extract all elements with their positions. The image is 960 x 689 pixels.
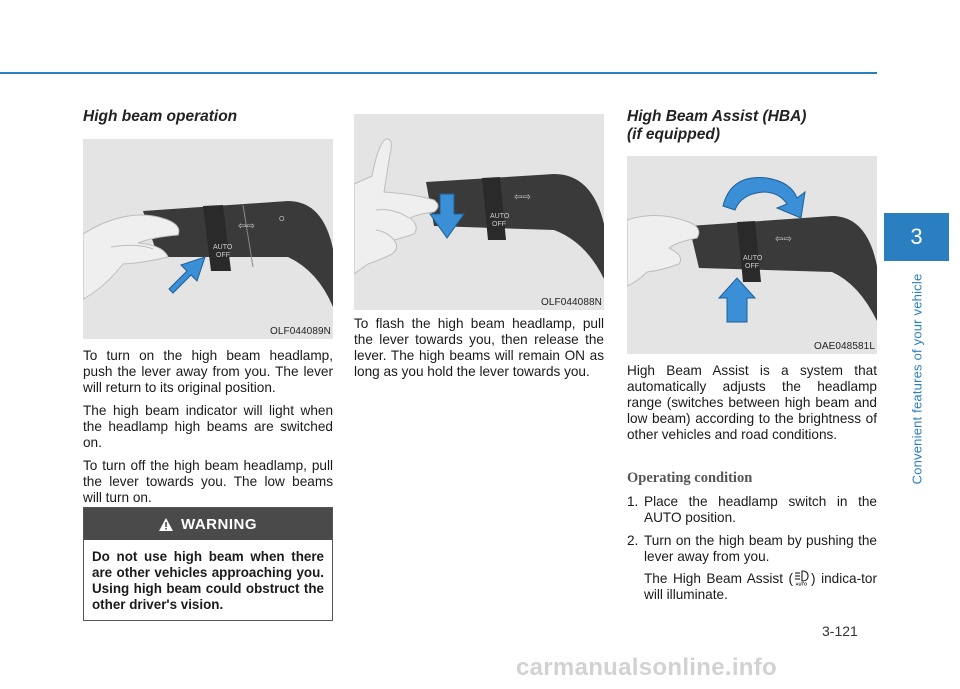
list-number: 1. [627, 494, 639, 509]
figure-pull-lever [354, 114, 604, 310]
warning-header [84, 508, 332, 540]
section-title-high-beam-operation: High beam operation [83, 108, 238, 125]
paragraph: To turn on the high beam headlamp, push the lever away from you. The lever will return to its original position. [83, 348, 333, 395]
watermark: carmanualsonline.info [516, 654, 778, 681]
switch-label-off: OFF [216, 252, 230, 259]
switch-label-auto: AUTO [213, 244, 233, 251]
column-high-beam-operation [83, 108, 333, 513]
warning-triangle-icon [159, 518, 173, 531]
paragraph: To flash the high beam headlamp, pull the lever towards you, then release the lever. The high beams will remain ON as long as you hold the lever towards you. [354, 316, 604, 379]
warning-box [83, 507, 333, 621]
chapter-title: Convenient features of your vehicle [909, 273, 925, 485]
turn-signal-arrows-icon: ⇦⇨ [238, 221, 255, 232]
lever-push-illustration [83, 139, 333, 339]
hba-lever-illustration [627, 156, 877, 354]
section-title-hba [627, 108, 877, 144]
paragraph: To turn off the high beam headlamp, pull the lever towards you. The low beams will turn on. [83, 458, 333, 505]
list-text: Place the headlamp switch in the AUTO position. [644, 494, 877, 525]
operating-condition-heading: Operating condition [627, 470, 753, 486]
indicator-text-before: The High Beam Assist ( [644, 571, 794, 586]
warning-label: WARNING [181, 515, 257, 533]
hba-title-line1: High Beam Assist (HBA) [627, 108, 807, 125]
list-text: Turn on the high beam by pushing the lever away from you. [644, 533, 877, 564]
lever-pull-illustration [354, 114, 604, 310]
page-number: 3-121 [822, 623, 858, 639]
figure-hba-lever [627, 156, 877, 354]
figure-code: OLF044088N [540, 297, 602, 308]
hba-title-line2: (if equipped) [627, 126, 720, 143]
warning-text: Do not use high beam when there are other vehicles approaching you. Using high beam could obstruct the other driver's vision. [92, 549, 324, 612]
indicator-text-after: ) indica-tor will illuminate. [644, 571, 877, 602]
list-number: 2. [627, 533, 639, 548]
chapter-tab: 3 [884, 213, 949, 261]
switch-label-o: O [279, 216, 285, 223]
paragraph: High Beam Assist is a system that automatically adjusts the headlamp range (switches between high beam and low beam) according to the brightness of other vehicles and road conditions. [627, 363, 877, 442]
indicator-note [627, 569, 877, 603]
switch-label-auto: AUTO [490, 213, 510, 220]
turn-signal-arrows-icon: ⇦⇨ [514, 192, 531, 203]
figure-code: OLF044089N [269, 326, 331, 337]
switch-label-auto: AUTO [743, 255, 763, 262]
hba-indicator-icon [793, 569, 811, 586]
list-item [627, 494, 877, 526]
figure-code: OAE048581L [813, 341, 875, 352]
paragraph: The high beam indicator will light when the headlamp high beams are switched on. [83, 403, 333, 450]
top-rule [0, 72, 877, 74]
hba-icon-label: AUTO [795, 581, 808, 586]
switch-label-off: OFF [492, 221, 506, 228]
switch-label-off: OFF [745, 263, 759, 270]
figure-push-lever [83, 139, 333, 339]
list-item [627, 533, 877, 565]
column-flash [354, 114, 604, 387]
turn-signal-arrows-icon: ⇦⇨ [775, 234, 792, 245]
chapter-title-vertical [906, 264, 928, 494]
column-hba [627, 108, 877, 610]
